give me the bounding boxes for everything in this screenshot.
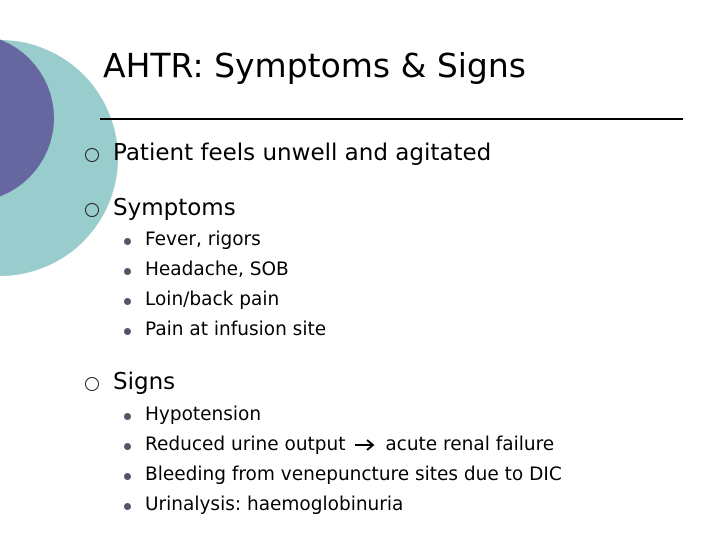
- point-2-text: Symptoms: [113, 195, 236, 221]
- point-3-text: Signs: [113, 369, 176, 395]
- sign-item: Urinalysis: haemoglobinuria: [145, 494, 404, 515]
- sign-item: Hypotension: [145, 404, 262, 425]
- filled-circle-bullet-icon: [124, 268, 131, 275]
- symptom-item: Fever, rigors: [145, 229, 261, 250]
- slide-title: AHTR: Symptoms & Signs: [103, 46, 526, 85]
- filled-circle-bullet-icon: [124, 238, 131, 245]
- hollow-circle-bullet-icon: [85, 377, 99, 391]
- filled-circle-bullet-icon: [124, 503, 131, 510]
- sign-item: [145, 434, 554, 455]
- point-1-text: Patient feels unwell and agitated: [113, 140, 492, 166]
- symptom-item: Pain at infusion site: [145, 319, 327, 340]
- filled-circle-bullet-icon: [124, 413, 131, 420]
- filled-circle-bullet-icon: [124, 473, 131, 480]
- hollow-circle-bullet-icon: [85, 203, 99, 217]
- filled-circle-bullet-icon: [124, 443, 131, 450]
- filled-circle-bullet-icon: [124, 328, 131, 335]
- title-underline: [100, 118, 683, 120]
- sign-item-text: Reduced urine output: [145, 434, 346, 455]
- hollow-circle-bullet-icon: [85, 148, 99, 162]
- arrow-result-text: acute renal failure: [385, 434, 555, 455]
- filled-circle-bullet-icon: [124, 298, 131, 305]
- symptom-item: Loin/back pain: [145, 289, 280, 310]
- right-arrow-icon: [354, 439, 376, 451]
- sign-item: Bleeding from venepuncture sites due to DIC: [145, 464, 562, 485]
- symptom-item: Headache, SOB: [145, 259, 289, 280]
